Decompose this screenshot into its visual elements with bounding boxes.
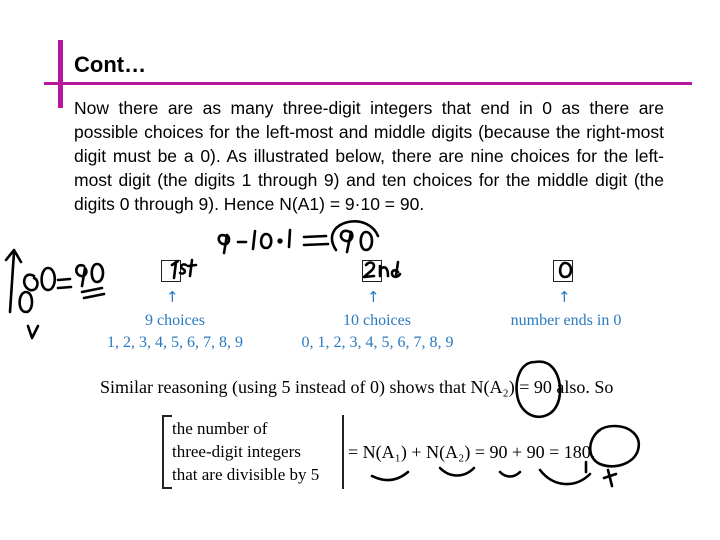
arrow-up-icon: ↑ [367,288,380,306]
slide-title: Cont… [74,52,147,77]
choice-label-middle: 10 choices [343,312,411,329]
arrow-up-icon: ↑ [558,288,571,306]
slide-paragraph: Now there are as many three-digit integers that end in 0 as there are possible choices for the left-most and middle digits (because the right-most digit must be a 0). As illustrated below, there are nine choices for the left-most digit (the digits 1 through 9) and ten choices for the middle digit (the digits 0 through 9). Hence N(A1) = 9·10 = 90. [74,98,664,214]
similar-reasoning-text: Similar reasoning (using 5 instead of 0) shows that N(A₂) = 90 also. So [100,377,614,397]
bracket-line: the number of [172,419,268,438]
bracket-line: that are divisible by 5 [172,465,320,484]
digits-list-middle: 0, 1, 2, 3, 4, 5, 6, 7, 8, 9 [301,334,454,351]
sum-equation: = N(A₁) + N(A₂) = 90 + 90 = 180. [348,442,596,462]
arrow-up-icon: ↑ [166,288,179,306]
digits-list-first: 1, 2, 3, 4, 5, 6, 7, 8, 9 [107,334,243,351]
bracket-line: three-digit integers [172,442,301,461]
choice-label-last: number ends in 0 [510,312,622,329]
choice-label-first: 9 choices [145,312,205,329]
